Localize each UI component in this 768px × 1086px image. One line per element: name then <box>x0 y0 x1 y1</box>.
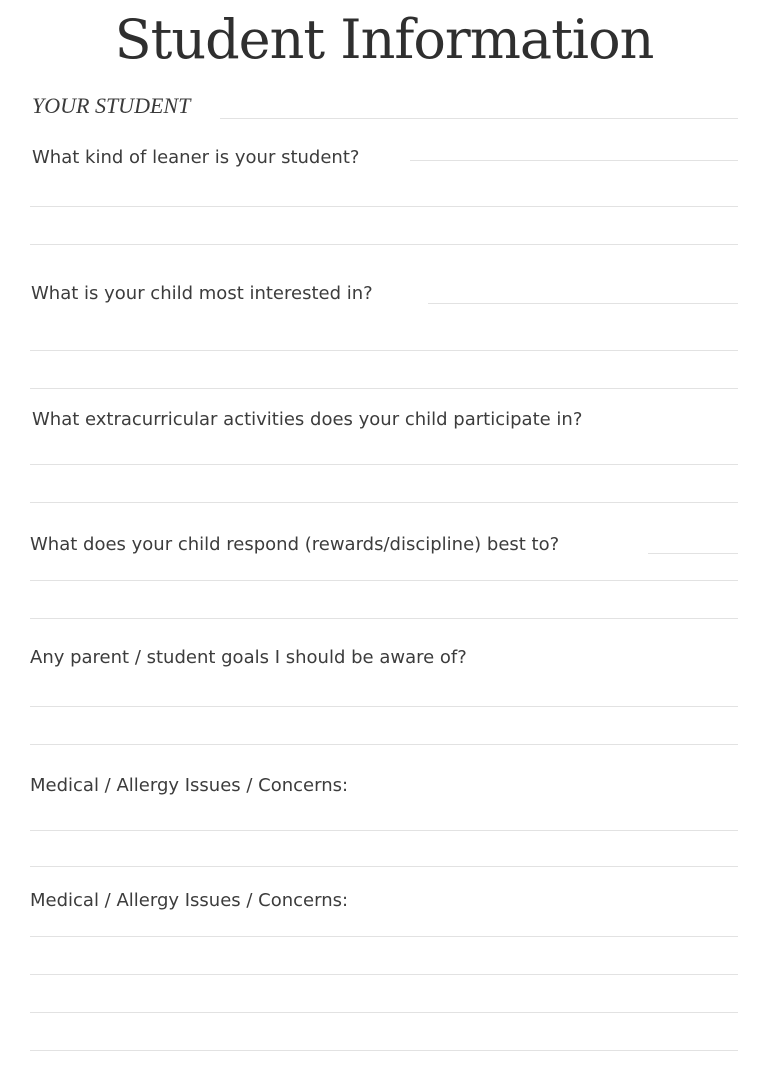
answer-line[interactable] <box>648 553 738 554</box>
question-goals: Any parent / student goals I should be aware of? <box>30 647 467 668</box>
page-title: Student Information <box>114 8 654 71</box>
answer-line[interactable] <box>30 830 738 831</box>
answer-line[interactable] <box>30 388 738 389</box>
answer-line[interactable] <box>428 303 738 304</box>
answer-line[interactable] <box>30 936 738 937</box>
answer-line[interactable] <box>30 744 738 745</box>
answer-line[interactable] <box>30 464 738 465</box>
question-rewards-discipline: What does your child respond (rewards/discipline) best to? <box>30 534 560 555</box>
answer-line[interactable] <box>30 974 738 975</box>
answer-line[interactable] <box>30 502 738 503</box>
question-interests: What is your child most interested in? <box>31 283 373 304</box>
section-heading: YOUR STUDENT <box>32 93 191 118</box>
answer-line[interactable] <box>30 866 738 867</box>
answer-line[interactable] <box>30 706 738 707</box>
section-heading-line <box>220 118 738 119</box>
question-medical-allergy-2: Medical / Allergy Issues / Concerns: <box>30 890 349 911</box>
question-medical-allergy: Medical / Allergy Issues / Concerns: <box>30 775 349 796</box>
answer-line[interactable] <box>30 350 738 351</box>
answer-line[interactable] <box>30 618 738 619</box>
answer-line[interactable] <box>410 160 738 161</box>
question-learner-type: What kind of leaner is your student? <box>32 147 360 168</box>
answer-line[interactable] <box>30 1012 738 1013</box>
answer-line[interactable] <box>30 1050 738 1051</box>
answer-line[interactable] <box>30 206 738 207</box>
answer-line[interactable] <box>30 580 738 581</box>
answer-line[interactable] <box>30 244 738 245</box>
question-extracurricular: What extracurricular activities does your child participate in? <box>32 409 583 430</box>
